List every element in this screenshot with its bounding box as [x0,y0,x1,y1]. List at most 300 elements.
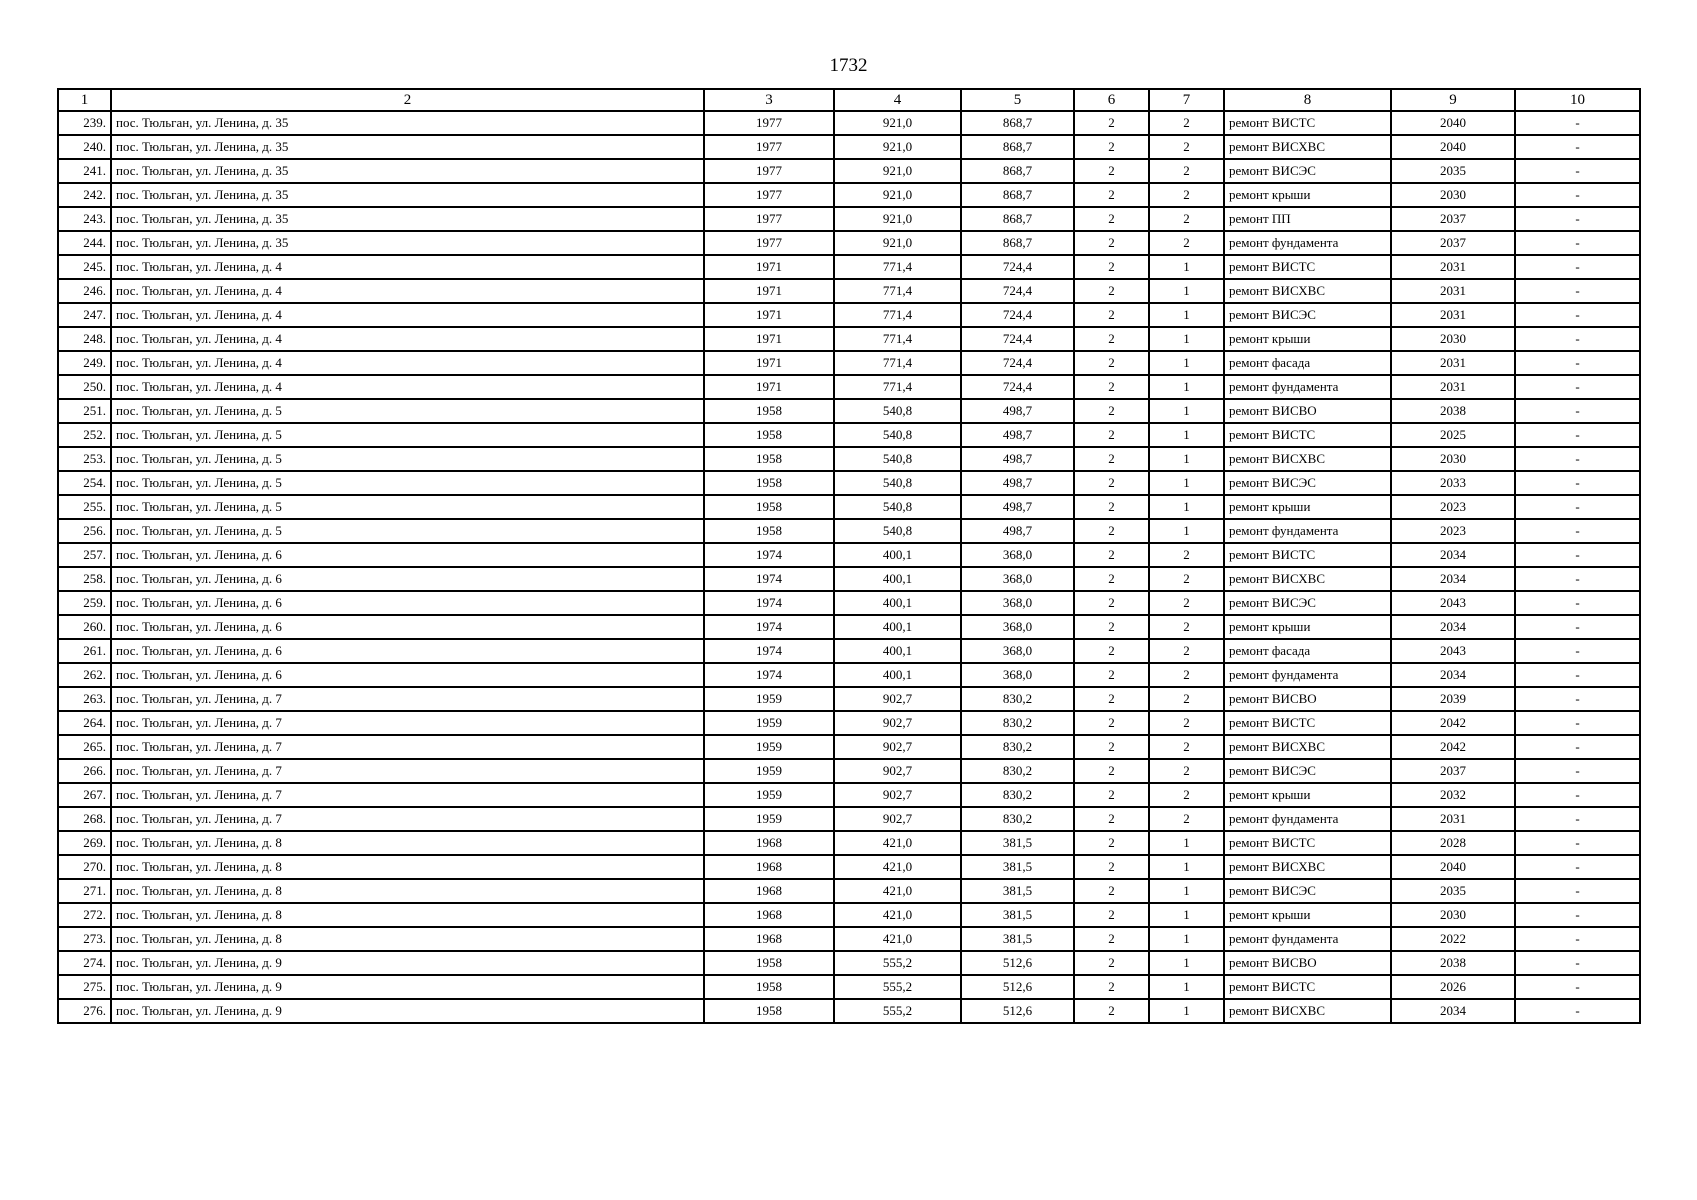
extra-cell: - [1515,351,1640,375]
table-row [58,543,1640,567]
plan-year-cell: 2034 [1391,615,1515,639]
living-area-cell: 381,5 [961,831,1074,855]
total-area-cell: 921,0 [834,159,961,183]
entrances-cell: 1 [1149,855,1224,879]
total-area-cell: 421,0 [834,879,961,903]
extra-cell: - [1515,567,1640,591]
total-area-cell: 921,0 [834,135,961,159]
table-row [58,711,1640,735]
floors-cell: 2 [1074,351,1149,375]
address-cell: пос. Тюльган, ул. Ленина, д. 35 [111,159,704,183]
entrances-cell: 2 [1149,135,1224,159]
floors-cell: 2 [1074,495,1149,519]
floors-cell: 2 [1074,951,1149,975]
table-row [58,951,1640,975]
plan-year-cell: 2031 [1391,279,1515,303]
table-row [58,519,1640,543]
address-cell: пос. Тюльган, ул. Ленина, д. 7 [111,759,704,783]
living-area-cell: 368,0 [961,615,1074,639]
table-row [58,447,1640,471]
table-row [58,471,1640,495]
plan-year-cell: 2037 [1391,231,1515,255]
row-number: 257. [58,543,111,567]
total-area-cell: 921,0 [834,111,961,135]
year-cell: 1977 [704,159,834,183]
floors-cell: 2 [1074,447,1149,471]
extra-cell: - [1515,615,1640,639]
row-number: 251. [58,399,111,423]
row-number: 269. [58,831,111,855]
living-area-cell: 498,7 [961,423,1074,447]
entrances-cell: 2 [1149,231,1224,255]
year-cell: 1977 [704,111,834,135]
table-row [58,807,1640,831]
column-header: 2 [111,89,704,111]
row-number: 273. [58,927,111,951]
entrances-cell: 1 [1149,375,1224,399]
living-area-cell: 868,7 [961,111,1074,135]
row-number: 240. [58,135,111,159]
work-type-cell: ремонт крыши [1224,615,1391,639]
table-row [58,783,1640,807]
extra-cell: - [1515,111,1640,135]
entrances-cell: 2 [1149,639,1224,663]
floors-cell: 2 [1074,543,1149,567]
floors-cell: 2 [1074,183,1149,207]
year-cell: 1968 [704,831,834,855]
work-type-cell: ремонт ВИСТС [1224,423,1391,447]
address-cell: пос. Тюльган, ул. Ленина, д. 9 [111,975,704,999]
floors-cell: 2 [1074,591,1149,615]
year-cell: 1958 [704,975,834,999]
entrances-cell: 1 [1149,279,1224,303]
row-number: 271. [58,879,111,903]
entrances-cell: 2 [1149,783,1224,807]
table-row [58,999,1640,1023]
total-area-cell: 400,1 [834,663,961,687]
year-cell: 1968 [704,855,834,879]
extra-cell: - [1515,927,1640,951]
table-row [58,207,1640,231]
floors-cell: 2 [1074,639,1149,663]
column-header: 8 [1224,89,1391,111]
extra-cell: - [1515,999,1640,1023]
row-number: 254. [58,471,111,495]
living-area-cell: 498,7 [961,447,1074,471]
address-cell: пос. Тюльган, ул. Ленина, д. 5 [111,447,704,471]
floors-cell: 2 [1074,783,1149,807]
row-number: 260. [58,615,111,639]
extra-cell: - [1515,831,1640,855]
row-number: 242. [58,183,111,207]
year-cell: 1958 [704,951,834,975]
year-cell: 1968 [704,879,834,903]
floors-cell: 2 [1074,927,1149,951]
table-row [58,663,1640,687]
table-row [58,567,1640,591]
work-type-cell: ремонт ВИСТС [1224,831,1391,855]
address-cell: пос. Тюльган, ул. Ленина, д. 5 [111,423,704,447]
row-number: 261. [58,639,111,663]
total-area-cell: 921,0 [834,207,961,231]
extra-cell: - [1515,639,1640,663]
work-type-cell: ремонт ВИСХВС [1224,135,1391,159]
living-area-cell: 368,0 [961,591,1074,615]
work-type-cell: ремонт крыши [1224,495,1391,519]
year-cell: 1977 [704,207,834,231]
address-cell: пос. Тюльган, ул. Ленина, д. 6 [111,543,704,567]
total-area-cell: 400,1 [834,591,961,615]
total-area-cell: 902,7 [834,735,961,759]
year-cell: 1971 [704,303,834,327]
work-type-cell: ремонт ВИСХВС [1224,567,1391,591]
floors-cell: 2 [1074,471,1149,495]
year-cell: 1974 [704,567,834,591]
floors-cell: 2 [1074,567,1149,591]
plan-year-cell: 2031 [1391,807,1515,831]
work-type-cell: ремонт ВИСВО [1224,951,1391,975]
work-type-cell: ремонт крыши [1224,183,1391,207]
extra-cell: - [1515,423,1640,447]
entrances-cell: 1 [1149,879,1224,903]
row-number: 249. [58,351,111,375]
address-cell: пос. Тюльган, ул. Ленина, д. 5 [111,399,704,423]
living-area-cell: 830,2 [961,783,1074,807]
living-area-cell: 830,2 [961,759,1074,783]
year-cell: 1971 [704,351,834,375]
living-area-cell: 724,4 [961,375,1074,399]
row-number: 264. [58,711,111,735]
total-area-cell: 771,4 [834,327,961,351]
row-number: 268. [58,807,111,831]
total-area-cell: 555,2 [834,999,961,1023]
year-cell: 1958 [704,447,834,471]
work-type-cell: ремонт ВИСТС [1224,543,1391,567]
address-cell: пос. Тюльган, ул. Ленина, д. 4 [111,375,704,399]
work-type-cell: ремонт ВИСХВС [1224,735,1391,759]
table-row [58,975,1640,999]
year-cell: 1958 [704,423,834,447]
total-area-cell: 400,1 [834,639,961,663]
entrances-cell: 2 [1149,111,1224,135]
work-type-cell: ремонт ВИСТС [1224,111,1391,135]
total-area-cell: 540,8 [834,447,961,471]
extra-cell: - [1515,231,1640,255]
row-number: 248. [58,327,111,351]
entrances-cell: 1 [1149,471,1224,495]
work-type-cell: ремонт ВИСТС [1224,711,1391,735]
column-header: 1 [58,89,111,111]
table-row [58,855,1640,879]
floors-cell: 2 [1074,423,1149,447]
total-area-cell: 902,7 [834,711,961,735]
work-type-cell: ремонт фундамента [1224,927,1391,951]
floors-cell: 2 [1074,375,1149,399]
extra-cell: - [1515,759,1640,783]
living-area-cell: 830,2 [961,735,1074,759]
total-area-cell: 400,1 [834,615,961,639]
row-number: 274. [58,951,111,975]
living-area-cell: 830,2 [961,807,1074,831]
year-cell: 1958 [704,399,834,423]
work-type-cell: ремонт крыши [1224,903,1391,927]
year-cell: 1977 [704,231,834,255]
living-area-cell: 724,4 [961,327,1074,351]
address-cell: пос. Тюльган, ул. Ленина, д. 4 [111,303,704,327]
plan-year-cell: 2032 [1391,783,1515,807]
column-header: 7 [1149,89,1224,111]
plan-year-cell: 2030 [1391,447,1515,471]
year-cell: 1971 [704,375,834,399]
address-cell: пос. Тюльган, ул. Ленина, д. 6 [111,663,704,687]
table-row [58,879,1640,903]
entrances-cell: 2 [1149,615,1224,639]
extra-cell: - [1515,879,1640,903]
plan-year-cell: 2030 [1391,183,1515,207]
column-header: 3 [704,89,834,111]
year-cell: 1971 [704,327,834,351]
plan-year-cell: 2031 [1391,255,1515,279]
extra-cell: - [1515,687,1640,711]
extra-cell: - [1515,591,1640,615]
floors-cell: 2 [1074,735,1149,759]
floors-cell: 2 [1074,615,1149,639]
entrances-cell: 2 [1149,711,1224,735]
floors-cell: 2 [1074,279,1149,303]
total-area-cell: 771,4 [834,303,961,327]
floors-cell: 2 [1074,903,1149,927]
column-header: 4 [834,89,961,111]
living-area-cell: 830,2 [961,687,1074,711]
entrances-cell: 1 [1149,495,1224,519]
year-cell: 1974 [704,543,834,567]
row-number: 246. [58,279,111,303]
work-type-cell: ремонт фундамента [1224,663,1391,687]
total-area-cell: 771,4 [834,255,961,279]
total-area-cell: 540,8 [834,423,961,447]
table-row [58,615,1640,639]
living-area-cell: 512,6 [961,951,1074,975]
living-area-cell: 724,4 [961,351,1074,375]
row-number: 241. [58,159,111,183]
entrances-cell: 2 [1149,207,1224,231]
plan-year-cell: 2034 [1391,567,1515,591]
extra-cell: - [1515,495,1640,519]
work-type-cell: ремонт фасада [1224,351,1391,375]
table-row [58,495,1640,519]
table-row [58,303,1640,327]
table-row [58,831,1640,855]
entrances-cell: 2 [1149,735,1224,759]
work-type-cell: ремонт ВИСТС [1224,975,1391,999]
address-cell: пос. Тюльган, ул. Ленина, д. 35 [111,135,704,159]
work-type-cell: ремонт ВИСВО [1224,399,1391,423]
table-row [58,591,1640,615]
work-type-cell: ремонт ВИСЭС [1224,471,1391,495]
entrances-cell: 2 [1149,687,1224,711]
year-cell: 1958 [704,999,834,1023]
plan-year-cell: 2043 [1391,591,1515,615]
year-cell: 1971 [704,255,834,279]
total-area-cell: 902,7 [834,783,961,807]
living-area-cell: 498,7 [961,471,1074,495]
row-number: 256. [58,519,111,543]
address-cell: пос. Тюльган, ул. Ленина, д. 35 [111,207,704,231]
extra-cell: - [1515,447,1640,471]
row-number: 258. [58,567,111,591]
table-row [58,735,1640,759]
address-cell: пос. Тюльган, ул. Ленина, д. 8 [111,831,704,855]
floors-cell: 2 [1074,711,1149,735]
table-row [58,759,1640,783]
total-area-cell: 540,8 [834,519,961,543]
total-area-cell: 902,7 [834,687,961,711]
entrances-cell: 1 [1149,255,1224,279]
entrances-cell: 1 [1149,831,1224,855]
living-area-cell: 498,7 [961,399,1074,423]
living-area-cell: 368,0 [961,639,1074,663]
entrances-cell: 2 [1149,543,1224,567]
year-cell: 1968 [704,927,834,951]
address-cell: пос. Тюльган, ул. Ленина, д. 5 [111,495,704,519]
address-cell: пос. Тюльган, ул. Ленина, д. 8 [111,879,704,903]
row-number: 276. [58,999,111,1023]
total-area-cell: 902,7 [834,807,961,831]
entrances-cell: 1 [1149,423,1224,447]
table-row [58,183,1640,207]
work-type-cell: ремонт ВИСХВС [1224,447,1391,471]
address-cell: пос. Тюльган, ул. Ленина, д. 7 [111,687,704,711]
living-area-cell: 868,7 [961,159,1074,183]
address-cell: пос. Тюльган, ул. Ленина, д. 7 [111,807,704,831]
entrances-cell: 2 [1149,159,1224,183]
floors-cell: 2 [1074,975,1149,999]
living-area-cell: 512,6 [961,975,1074,999]
row-number: 275. [58,975,111,999]
table-row [58,111,1640,135]
column-header: 6 [1074,89,1149,111]
floors-cell: 2 [1074,687,1149,711]
address-cell: пос. Тюльган, ул. Ленина, д. 8 [111,855,704,879]
living-area-cell: 498,7 [961,495,1074,519]
entrances-cell: 1 [1149,999,1224,1023]
year-cell: 1958 [704,495,834,519]
plan-year-cell: 2042 [1391,735,1515,759]
row-number: 245. [58,255,111,279]
row-number: 255. [58,495,111,519]
work-type-cell: ремонт ВИСХВС [1224,855,1391,879]
floors-cell: 2 [1074,159,1149,183]
entrances-cell: 1 [1149,327,1224,351]
address-cell: пос. Тюльган, ул. Ленина, д. 35 [111,231,704,255]
living-area-cell: 724,4 [961,303,1074,327]
table-row [58,423,1640,447]
total-area-cell: 771,4 [834,375,961,399]
table-row [58,903,1640,927]
column-header: 5 [961,89,1074,111]
total-area-cell: 421,0 [834,927,961,951]
entrances-cell: 1 [1149,303,1224,327]
extra-cell: - [1515,159,1640,183]
year-cell: 1971 [704,279,834,303]
total-area-cell: 555,2 [834,951,961,975]
table-body [58,111,1640,1023]
work-type-cell: ремонт фундамента [1224,375,1391,399]
address-cell: пос. Тюльган, ул. Ленина, д. 7 [111,711,704,735]
floors-cell: 2 [1074,135,1149,159]
total-area-cell: 421,0 [834,831,961,855]
plan-year-cell: 2035 [1391,159,1515,183]
address-cell: пос. Тюльган, ул. Ленина, д. 4 [111,351,704,375]
address-cell: пос. Тюльган, ул. Ленина, д. 8 [111,903,704,927]
year-cell: 1959 [704,711,834,735]
total-area-cell: 400,1 [834,543,961,567]
year-cell: 1974 [704,663,834,687]
row-number: 247. [58,303,111,327]
floors-cell: 2 [1074,231,1149,255]
floors-cell: 2 [1074,327,1149,351]
page-number: 1732 [829,55,868,76]
living-area-cell: 512,6 [961,999,1074,1023]
extra-cell: - [1515,399,1640,423]
plan-year-cell: 2030 [1391,327,1515,351]
work-type-cell: ремонт фундамента [1224,231,1391,255]
work-type-cell: ремонт ВИСХВС [1224,279,1391,303]
year-cell: 1959 [704,783,834,807]
address-cell: пос. Тюльган, ул. Ленина, д. 6 [111,615,704,639]
floors-cell: 2 [1074,303,1149,327]
table-row [58,687,1640,711]
row-number: 266. [58,759,111,783]
work-type-cell: ремонт фасада [1224,639,1391,663]
address-cell: пос. Тюльган, ул. Ленина, д. 7 [111,735,704,759]
plan-year-cell: 2040 [1391,855,1515,879]
extra-cell: - [1515,375,1640,399]
plan-year-cell: 2026 [1391,975,1515,999]
table-row [58,375,1640,399]
plan-year-cell: 2031 [1391,303,1515,327]
work-type-cell: ремонт фундамента [1224,519,1391,543]
address-cell: пос. Тюльган, ул. Ленина, д. 6 [111,567,704,591]
living-area-cell: 381,5 [961,903,1074,927]
row-number: 267. [58,783,111,807]
plan-year-cell: 2043 [1391,639,1515,663]
entrances-cell: 2 [1149,591,1224,615]
entrances-cell: 1 [1149,519,1224,543]
floors-cell: 2 [1074,807,1149,831]
year-cell: 1959 [704,807,834,831]
table-row [58,327,1640,351]
floors-cell: 2 [1074,663,1149,687]
floors-cell: 2 [1074,399,1149,423]
header-row [58,89,1640,111]
total-area-cell: 921,0 [834,231,961,255]
work-type-cell: ремонт ВИСЭС [1224,591,1391,615]
work-type-cell: ремонт крыши [1224,327,1391,351]
year-cell: 1959 [704,735,834,759]
row-number: 243. [58,207,111,231]
work-type-cell: ремонт ВИСЭС [1224,159,1391,183]
plan-year-cell: 2042 [1391,711,1515,735]
extra-cell: - [1515,279,1640,303]
extra-cell: - [1515,327,1640,351]
floors-cell: 2 [1074,855,1149,879]
entrances-cell: 1 [1149,351,1224,375]
living-area-cell: 868,7 [961,183,1074,207]
year-cell: 1958 [704,471,834,495]
year-cell: 1974 [704,615,834,639]
plan-year-cell: 2040 [1391,135,1515,159]
